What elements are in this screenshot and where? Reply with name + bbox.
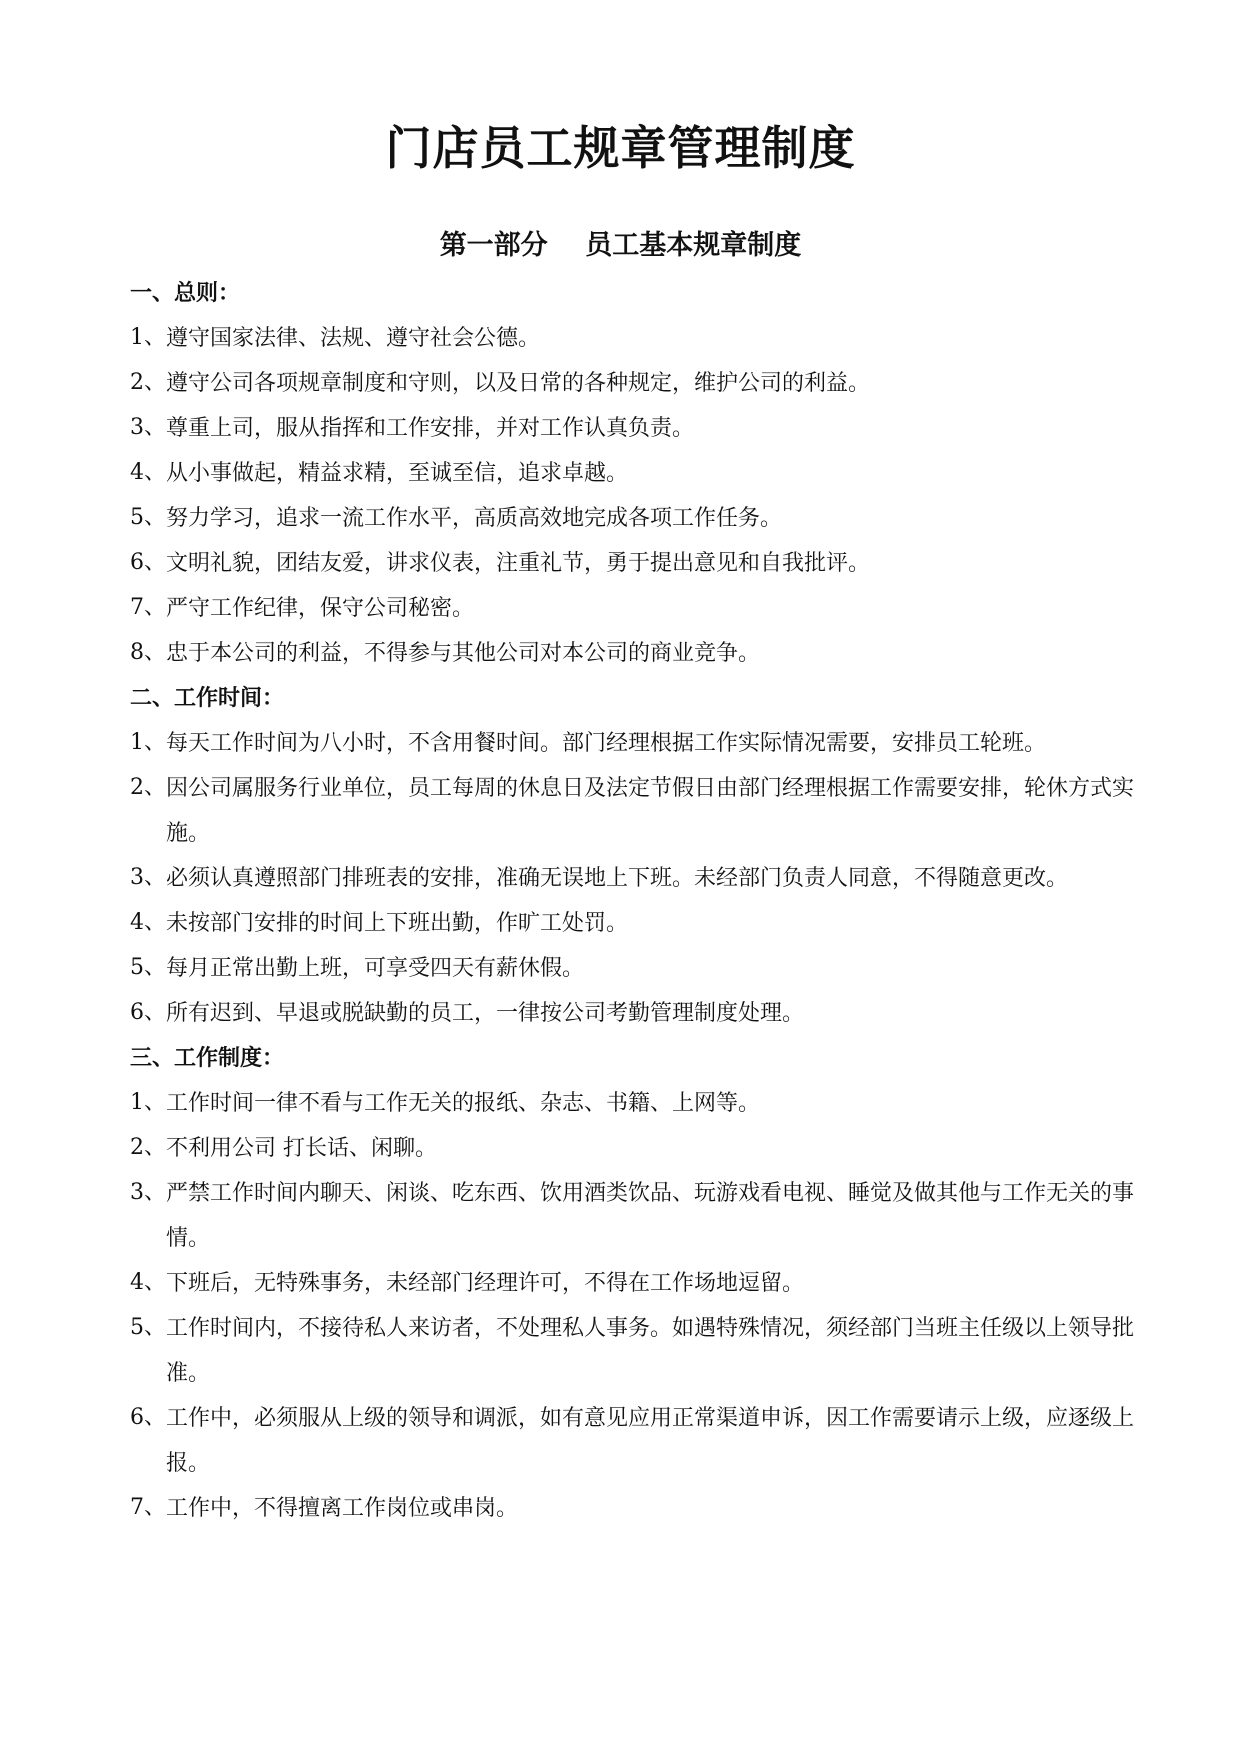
- list-item: [130, 1268, 1140, 1298]
- list-item-text: 工作中，必须服从上级的领导和调派，如有意见应用正常渠道申诉，因工作需要请示上级，应逐级上报。: [166, 1406, 1135, 1476]
- list-item-number: 3、: [130, 1180, 166, 1205]
- list-item: [130, 1133, 1140, 1163]
- list-item-number: 8、: [130, 640, 166, 665]
- list-item-text: 严守工作纪律，保守公司秘密。: [166, 596, 475, 621]
- list-item-number: 5、: [130, 955, 166, 980]
- list-item: [130, 1403, 1140, 1478]
- list-item-text: 工作时间一律不看与工作无关的报纸、杂志、书籍、上网等。: [166, 1091, 761, 1116]
- list-item-number: 6、: [130, 1405, 166, 1430]
- list-item-text: 遵守公司各项规章制度和守则，以及日常的各种规定，维护公司的利益。: [166, 371, 871, 396]
- list-item-number: 4、: [130, 460, 166, 485]
- list-item-text: 工作中，不得擅离工作岗位或串岗。: [166, 1496, 519, 1521]
- list-item-text: 不利用公司 打长话、闲聊。: [166, 1136, 437, 1161]
- list-item: [130, 503, 1140, 533]
- list-item: [130, 1313, 1140, 1388]
- list-item: [130, 458, 1140, 488]
- list-item-number: 6、: [130, 1000, 166, 1025]
- list-item-number: 1、: [130, 1090, 166, 1115]
- list-item: [130, 368, 1140, 398]
- list-item-text: 每月正常出勤上班，可享受四天有薪休假。: [166, 956, 585, 981]
- list-item: [130, 413, 1140, 443]
- list-item: [130, 1088, 1140, 1118]
- part-title: 第一部分 员工基本规章制度: [439, 230, 802, 261]
- list-item-text: 因公司属服务行业单位，员工每周的休息日及法定节假日由部门经理根据工作需要安排，轮休方式实施。: [166, 776, 1135, 846]
- list-item: [130, 953, 1140, 983]
- list-item-number: 1、: [130, 730, 166, 755]
- list-item: [130, 728, 1140, 758]
- list-item-number: 2、: [130, 775, 166, 800]
- list-item-text: 下班后，无特殊事务，未经部门经理许可，不得在工作场地逗留。: [166, 1271, 805, 1296]
- list-item-text: 尊重上司，服从指挥和工作安排，并对工作认真负责。: [166, 416, 695, 441]
- list-item: [130, 593, 1140, 623]
- list-item-number: 5、: [130, 505, 166, 530]
- list-item-text: 忠于本公司的利益，不得参与其他公司对本公司的商业竞争。: [166, 641, 761, 666]
- list-item-number: 1、: [130, 325, 166, 350]
- section-heading: 二、工作时间：: [130, 685, 285, 711]
- list-item-text: 努力学习，追求一流工作水平，高质高效地完成各项工作任务。: [166, 506, 783, 531]
- list-item-text: 遵守国家法律、法规、遵守社会公德。: [166, 326, 541, 351]
- list-item: [130, 1178, 1140, 1253]
- list-item: [130, 998, 1140, 1028]
- list-item: [130, 863, 1140, 893]
- section-heading: 一、总则：: [130, 280, 241, 306]
- list-item: [130, 323, 1140, 353]
- list-item-text: 工作时间内，不接待私人来访者，不处理私人事务。如遇特殊情况，须经部门当班主任级以上领导批准。: [166, 1316, 1135, 1386]
- section-heading: 三、工作制度：: [130, 1045, 285, 1071]
- list-item-text: 必须认真遵照部门排班表的安排，准确无误地上下班。未经部门负责人同意，不得随意更改。: [166, 866, 1069, 891]
- list-item: [130, 638, 1140, 668]
- list-item: [130, 548, 1140, 578]
- list-item-number: 4、: [130, 1270, 166, 1295]
- document-body: [130, 278, 1140, 1538]
- list-item-number: 7、: [130, 595, 166, 620]
- list-item-text: 文明礼貌，团结友爱，讲求仪表，注重礼节，勇于提出意见和自我批评。: [166, 551, 871, 576]
- list-item-number: 2、: [130, 1135, 166, 1160]
- list-item-number: 3、: [130, 415, 166, 440]
- list-item-number: 7、: [130, 1495, 166, 1520]
- list-item-number: 3、: [130, 865, 166, 890]
- list-item-text: 未按部门安排的时间上下班出勤，作旷工处罚。: [166, 911, 629, 936]
- list-item: [130, 908, 1140, 938]
- list-item: [130, 1493, 1140, 1523]
- list-item-number: 6、: [130, 550, 166, 575]
- list-item-number: 2、: [130, 370, 166, 395]
- list-item-number: 5、: [130, 1315, 166, 1340]
- list-item-text: 严禁工作时间内聊天、闲谈、吃东西、饮用酒类饮品、玩游戏看电视、睡觉及做其他与工作无关的事情。: [166, 1181, 1135, 1251]
- list-item: [130, 773, 1140, 848]
- list-item-text: 每天工作时间为八小时，不含用餐时间。部门经理根据工作实际情况需要，安排员工轮班。: [166, 731, 1047, 756]
- list-item-text: 所有迟到、早退或脱缺勤的员工，一律按公司考勤管理制度处理。: [166, 1001, 805, 1026]
- document-title: 门店员工规章管理制度: [385, 121, 856, 175]
- list-item-text: 从小事做起，精益求精，至诚至信，追求卓越。: [166, 461, 629, 486]
- list-item-number: 4、: [130, 910, 166, 935]
